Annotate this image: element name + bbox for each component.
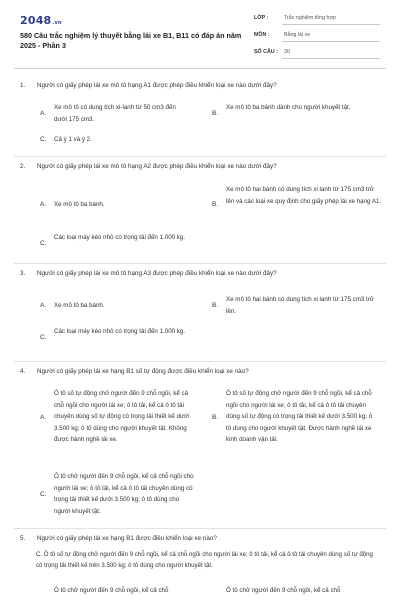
question-stem: Người có giấy phép lái xe mô tô hạng A2 được phép điều khiển loại xe nào dưới đây? [37, 163, 277, 170]
option-a[interactable] [40, 199, 190, 211]
option-c[interactable] [40, 232, 190, 256]
meta-value: 30 [282, 49, 380, 59]
question-divider [14, 361, 386, 362]
option-letter: B. [212, 414, 219, 421]
option-text: Cả ý 1 và ý 2. [54, 136, 92, 143]
question-divider [14, 156, 386, 157]
question-text [20, 368, 249, 375]
meta-row-subject [254, 30, 380, 47]
option-text: Các loại máy kéo nhỏ có trọng tải đến 1.000 kg. [54, 234, 186, 241]
option-text: Các loại máy kéo nhỏ có trọng tải đến 1.000 kg. [54, 328, 186, 335]
header-divider [14, 68, 386, 69]
logo-text: 2048 [20, 14, 52, 27]
option-b[interactable] [212, 294, 382, 318]
option-b[interactable] [212, 102, 382, 126]
option-letter: C. [40, 240, 47, 247]
document-meta [254, 13, 380, 64]
meta-row-count [254, 47, 380, 64]
option-letter: A. [40, 201, 47, 208]
option-b[interactable] [212, 388, 382, 448]
option-text: Xe mô tô có dung tích xi-lanh từ 50 cm3 đến dưới 175 cm3. [54, 104, 176, 123]
option-b[interactable] [212, 184, 382, 220]
option-b[interactable] [212, 585, 382, 597]
option-c[interactable] [40, 326, 190, 350]
meta-key: SỐ CÂU : [254, 49, 278, 55]
option-text: Xe mô tô ba bánh. [54, 302, 105, 309]
option-text: Xe mô tô ba bánh. [54, 201, 105, 208]
option-letter: B. [212, 110, 219, 117]
option-text: Xe mô tô hai bánh có dung tích xi lanh từ 175 cm3 trở lên và các loại xe quy định cho giấy phép lái xe hạng A1. [226, 186, 382, 205]
page-header [0, 0, 400, 68]
question-text [20, 270, 277, 277]
option-text: Ô tô số tự động chở người đến 9 chỗ ngồi, kể cả chỗ ngồi cho người lái xe; ô tô tải, kể cả ô tô tải chuyên dùng số tự động có trọng tải thiết kế dưới 3.500 kg; ô tô dùng cho người khuyết tật. Được hành nghề lái xe kinh doanh vận tải. [226, 390, 373, 443]
option-a[interactable] [40, 388, 200, 448]
option-text: Xe mô tô ba bánh dành cho người khuyết tật. [226, 104, 351, 111]
question-number: 1. [20, 82, 26, 89]
option-letter: A. [40, 110, 47, 117]
document-title: 580 Câu trắc nghiệm lý thuyết bằng lái xe B1, B11 có đáp án năm 2025 - Phần 3 [20, 31, 242, 50]
site-logo[interactable] [20, 14, 62, 27]
question-stem: Người có giấy phép lái xe hạng B1 được điều khiển loại xe nào? [37, 535, 217, 542]
option-text: Ô tô chở người đến 9 chỗ ngồi, kể cả chỗ [226, 587, 341, 594]
logo-suffix: .vn [52, 20, 62, 26]
option-letter: C. [40, 136, 47, 143]
question-stem: Người có giấy phép lái xe mô tô hạng A3 được phép điều khiển loại xe nào dưới đây? [37, 270, 277, 277]
meta-key: MÔN : [254, 32, 270, 38]
option-text: Ô tô chở người đến 9 chỗ ngồi, kể cả chỗ ngồi cho người lái xe; ô tô tải, kể cả ô tô tải chuyên dùng có trọng tải thiết kế dưới 3.500 kg; ô tô dùng cho người khuyết tật. [54, 473, 194, 515]
option-letter: A. [40, 414, 47, 421]
question-text [20, 82, 277, 89]
meta-key: LỚP : [254, 15, 269, 21]
meta-row-class [254, 13, 380, 30]
question-number: 5. [20, 535, 26, 542]
option-c[interactable] [40, 134, 190, 146]
question-stem: Người có giấy phép lái xe mô tô hạng A1 được phép điều khiển loại xe nào dưới đây? [37, 82, 277, 89]
option-a[interactable] [40, 102, 190, 126]
option-a[interactable] [40, 585, 200, 597]
option-text: Ô tô chở người đến 9 chỗ ngồi, kể cả chỗ [54, 587, 169, 594]
option-text: Xe mô tô hai bánh có dung tích xi lanh từ 175 cm3 trở lên. [226, 296, 374, 315]
question-divider [14, 263, 386, 264]
option-text: Ô tô số tự động chở người đến 9 chỗ ngồi, kể cả chỗ ngồi cho người lái xe; ô tô tải, kể cả ô tô tải chuyên dùng số tự động có trọng tải thiết kế dưới 3.500 kg; ô tô dùng cho người khuyết tật. Không được hành nghề lái xe. [54, 390, 190, 443]
option-c[interactable] [40, 471, 200, 519]
option-letter: A. [40, 302, 47, 309]
question-number: 2. [20, 163, 26, 170]
question-stem: Người có giấy phép lái xe hạng B1 số tự động được điều khiển loại xe nào? [37, 368, 249, 375]
question-text [20, 163, 277, 170]
question-text [20, 535, 217, 542]
option-letter: C. [40, 491, 47, 498]
question-number: 4. [20, 368, 26, 375]
answer-text: C. Ô tô số tự động chở người đến 9 chỗ ngồi, kể cả chỗ ngồi cho người lái xe; ô tô tải, kể cả ô tô tải chuyên dùng số tự động có trọng tải thiết kế trên 3.500 kg; ô tô dùng cho người khuyết tật. [36, 551, 373, 569]
meta-value: Trắc nghiệm tổng hợp [282, 15, 380, 25]
option-letter: B. [212, 302, 219, 309]
option-letter: B. [212, 201, 219, 208]
option-letter: C. [40, 334, 47, 341]
question-number: 3. [20, 270, 26, 277]
option-a[interactable] [40, 300, 190, 312]
meta-value: Bằng lái xe [282, 32, 380, 42]
question-divider [14, 528, 386, 529]
